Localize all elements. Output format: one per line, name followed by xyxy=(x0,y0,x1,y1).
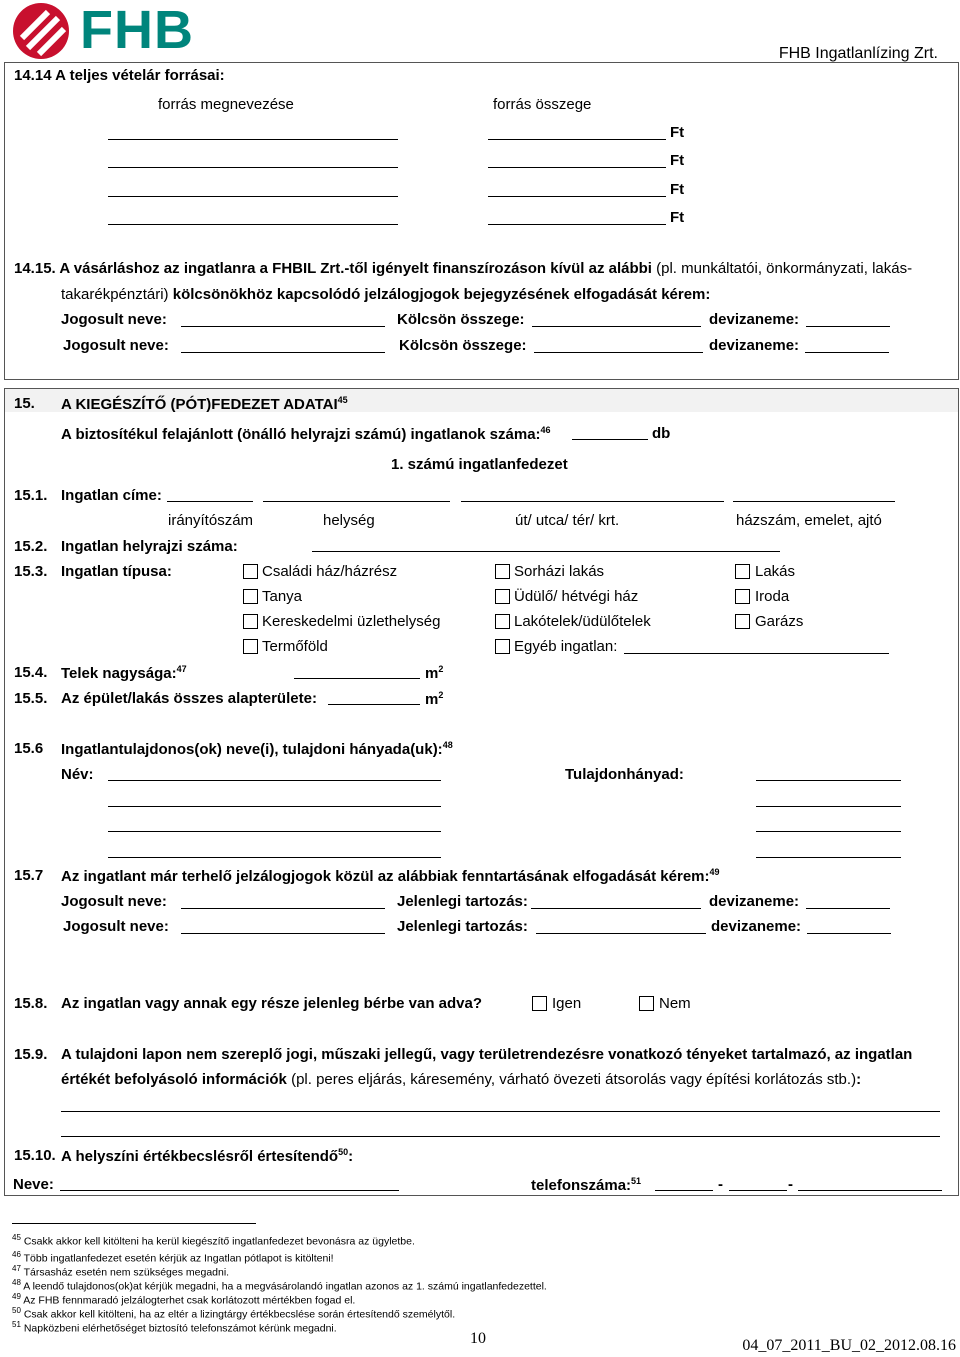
city-line[interactable] xyxy=(263,501,450,502)
owner-name-line[interactable] xyxy=(108,780,441,781)
source-amount-line[interactable] xyxy=(488,167,666,168)
deviza-label: devizaneme: xyxy=(711,918,802,935)
s151-num: 15.1. xyxy=(14,487,48,504)
zip-line[interactable] xyxy=(167,501,253,502)
s154-unit-sup: 2 xyxy=(438,664,444,674)
logo-text: FHB xyxy=(80,0,194,60)
s156-label-text: Ingatlantulajdonos(ok) neve(i), tulajdoni hányada(uk): xyxy=(61,741,443,758)
footnote-num: 51 xyxy=(12,1320,21,1329)
checkbox-udulo[interactable] xyxy=(495,589,510,604)
jogosult-label: Jogosult neve: xyxy=(63,337,169,354)
footnote-text: Több ingatlanfedezet esetén kérjük az Ingatlan pótlapot is kitölteni! xyxy=(23,1252,334,1265)
house-line[interactable] xyxy=(733,501,895,502)
s154-label xyxy=(61,664,187,682)
s1510-label-text: A helyszíni értékbecslésről értesítendő xyxy=(61,1148,339,1165)
jogosult-line[interactable] xyxy=(181,326,385,327)
sub-city: helység xyxy=(323,512,375,529)
doc-code: 04_07_2011_BU_02_2012.08.16 xyxy=(742,1337,956,1354)
s155-unit xyxy=(425,690,443,708)
footnote-50 xyxy=(12,1306,455,1321)
s15-count-label xyxy=(61,425,551,443)
opt-sorhazi-lakas: Sorházi lakás xyxy=(514,563,605,580)
owner-share-line[interactable] xyxy=(756,831,901,832)
s15-count-text: A biztosítékul felajánlott (önálló helyrajzi számú) ingatlanok száma: xyxy=(61,426,541,443)
source-name-line[interactable] xyxy=(108,139,398,140)
source-amount-line[interactable] xyxy=(488,196,666,197)
fhb-logo xyxy=(12,2,202,60)
footnote-51 xyxy=(12,1320,337,1335)
jogosult-line[interactable] xyxy=(181,352,385,353)
kolcson-label: Kölcsön összege: xyxy=(399,337,527,354)
count-line[interactable] xyxy=(572,439,648,440)
s154-unit-m: m xyxy=(425,665,439,682)
s156-label xyxy=(61,740,453,758)
s157-label-text: Az ingatlant már terhelő jelzálogjogok közül az alábbiak fenntartásának elfogadását kérem: xyxy=(61,868,710,885)
source-name-line[interactable] xyxy=(108,224,398,225)
owner-name-line[interactable] xyxy=(108,831,441,832)
info-line[interactable] xyxy=(61,1111,940,1112)
footnote-separator xyxy=(12,1223,256,1224)
opt-termofold: Termőföld xyxy=(262,638,328,655)
s155-label: Az épület/lakás összes alapterülete: xyxy=(61,690,317,707)
s1415-line1-normal: (pl. munkáltatói, önkormányzati, lakás- xyxy=(656,260,913,277)
s158-num: 15.8. xyxy=(14,995,48,1012)
footnote-text: A leendő tulajdonos(ok)at kérjük megadni, ha a megvásárolandó ingatlan azonos az 1. számú ingatlanfedezettel. xyxy=(23,1280,547,1293)
first-collateral: 1. számú ingatlanfedezet xyxy=(391,456,568,473)
fn-ref-47: 47 xyxy=(176,664,187,674)
s153-num: 15.3. xyxy=(14,563,48,580)
info-line[interactable] xyxy=(61,1136,940,1137)
checkbox-kereskedelmi[interactable] xyxy=(243,614,258,629)
unit-ft: Ft xyxy=(670,152,685,169)
footnote-text: Társasház esetén nem szükséges megadni. xyxy=(23,1266,230,1279)
owner-name-line[interactable] xyxy=(108,806,441,807)
s15-title-text: A KIEGÉSZÍTŐ (PÓT)FEDEZET ADATAI xyxy=(61,396,338,413)
s1415-line1 xyxy=(14,260,912,277)
s1510-num: 15.10. xyxy=(14,1147,56,1164)
hanyad-label: Tulajdonhányad: xyxy=(565,766,684,783)
s1414-col1: forrás megnevezése xyxy=(158,96,294,113)
s1415-line2-bold: kölcsönökhöz kapcsolódó jelzálogjogok bejegyzésének elfogadását kérem: xyxy=(172,286,711,303)
footnote-num: 50 xyxy=(12,1306,21,1315)
s158-label: Az ingatlan vagy annak egy része jelenleg bérbe van adva? xyxy=(61,995,482,1012)
deviza-line[interactable] xyxy=(806,326,890,327)
neve-label: Neve: xyxy=(13,1176,54,1193)
owner-share-line[interactable] xyxy=(756,780,901,781)
deviza-label: devizaneme: xyxy=(709,337,800,354)
tel-end-line[interactable] xyxy=(798,1190,942,1191)
deviza-line[interactable] xyxy=(805,352,889,353)
opt-lakas: Lakás xyxy=(755,563,796,580)
checkbox-egyeb[interactable] xyxy=(495,639,510,654)
checkbox-tanya[interactable] xyxy=(243,589,258,604)
s152-label: Ingatlan helyrajzi száma: xyxy=(61,538,238,555)
jogosult-line[interactable] xyxy=(181,933,385,934)
count-unit: db xyxy=(652,425,671,442)
source-amount-line[interactable] xyxy=(488,224,666,225)
s159-line1: A tulajdoni lapon nem szereplő jogi, műszaki jellegű, vagy területrendezésre vonatkozó tényeket tartalmazó, az ingatlan xyxy=(61,1046,913,1063)
checkbox-sorhazi-lakas[interactable] xyxy=(495,564,510,579)
s151-label: Ingatlan címe: xyxy=(61,487,162,504)
tel-mid-line[interactable] xyxy=(729,1190,787,1191)
kolcson-label: Kölcsön összege: xyxy=(397,311,525,328)
footnote-text: Napközbeni elérhetőséget biztosító telefonszámot kérünk megadni. xyxy=(23,1322,337,1335)
owner-name-line[interactable] xyxy=(108,857,441,858)
s154-num: 15.4. xyxy=(14,664,48,681)
footnote-46 xyxy=(12,1250,334,1265)
s156-num: 15.6 xyxy=(14,740,44,757)
checkbox-termofold[interactable] xyxy=(243,639,258,654)
sub-house: házszám, emelet, ajtó xyxy=(736,512,882,529)
footnote-48 xyxy=(12,1278,547,1293)
s157-label xyxy=(61,867,720,885)
s1510-colon: : xyxy=(348,1148,354,1165)
company-name: FHB Ingatlanlízing Zrt. xyxy=(778,45,938,62)
footnote-num: 47 xyxy=(12,1264,21,1273)
jogosult-label: Jogosult neve: xyxy=(63,918,169,935)
owner-share-line[interactable] xyxy=(756,857,901,858)
telek-line[interactable] xyxy=(294,678,420,679)
footnote-49 xyxy=(12,1292,355,1307)
checkbox-iroda[interactable] xyxy=(735,589,750,604)
source-amount-line[interactable] xyxy=(488,139,666,140)
deviza-label: devizaneme: xyxy=(709,311,800,328)
tartozas-line[interactable] xyxy=(536,933,706,934)
footnote-45 xyxy=(12,1233,415,1248)
source-name-line[interactable] xyxy=(108,196,398,197)
s159-num: 15.9. xyxy=(14,1046,48,1063)
footnote-text: Az FHB fennmaradó jelzálogterhet csak korlátozott mértékben fogad el. xyxy=(23,1294,356,1307)
s155-num: 15.5. xyxy=(14,690,48,707)
tartozas-label: Jelenlegi tartozás: xyxy=(397,893,528,910)
checkbox-lakotelek[interactable] xyxy=(495,614,510,629)
s1415-line2 xyxy=(61,286,710,303)
opt-kereskedelmi: Kereskedelmi üzlethelység xyxy=(262,613,441,630)
s159-line2 xyxy=(61,1071,861,1088)
s1415-line2-normal: takarékpénztári) xyxy=(61,286,169,303)
footnote-num: 45 xyxy=(12,1233,21,1242)
s159-line2-normal: (pl. peres eljárás, káresemény, várható övezeti átsorolás vagy építési korlátozás stb.) xyxy=(291,1071,857,1088)
kolcson-line[interactable] xyxy=(532,326,701,327)
unit-ft: Ft xyxy=(670,124,685,141)
footnote-num: 46 xyxy=(12,1250,21,1259)
footnote-47 xyxy=(12,1264,229,1279)
deviza-line[interactable] xyxy=(807,933,891,934)
s153-label: Ingatlan típusa: xyxy=(61,563,172,580)
checkbox-garazs[interactable] xyxy=(735,614,750,629)
hrsz-line[interactable] xyxy=(312,551,780,552)
opt-egyeb: Egyéb ingatlan: xyxy=(514,638,618,655)
owner-share-line[interactable] xyxy=(756,806,901,807)
s155-unit-sup: 2 xyxy=(438,690,444,700)
opt-nem: Nem xyxy=(659,995,691,1012)
tel-dash: - xyxy=(788,1176,793,1193)
s15-num: 15. xyxy=(14,395,35,412)
contact-name-line[interactable] xyxy=(60,1190,399,1191)
opt-tanya: Tanya xyxy=(262,588,303,605)
deviza-label: devizaneme: xyxy=(709,893,800,910)
section-14-box xyxy=(4,62,959,380)
unit-ft: Ft xyxy=(670,209,685,226)
unit-ft: Ft xyxy=(670,181,685,198)
footnote-num: 49 xyxy=(12,1292,21,1301)
footnote-num: 48 xyxy=(12,1278,21,1287)
s1414-title: 14.14 A teljes vételár forrásai: xyxy=(14,67,225,84)
s152-num: 15.2. xyxy=(14,538,48,555)
footnote-text: Csak akkor kell kitölteni, ha az eltér a lizingtárgy értékbecslése során értesítendő személytől. xyxy=(23,1308,456,1321)
s154-label-text: Telek nagysága: xyxy=(61,665,177,682)
s159-line2-colon: : xyxy=(856,1071,862,1088)
fn-ref-48: 48 xyxy=(442,740,453,750)
s159-line2-bold: értékét befolyásoló információk xyxy=(61,1071,287,1088)
tel-label xyxy=(531,1176,641,1194)
fn-ref-46: 46 xyxy=(540,425,551,435)
opt-garazs: Garázs xyxy=(755,613,804,630)
opt-lakotelek: Lakótelek/üdülőtelek xyxy=(514,613,651,630)
tel-label-text: telefonszáma: xyxy=(531,1177,632,1194)
s157-num: 15.7 xyxy=(14,867,44,884)
jogosult-label: Jogosult neve: xyxy=(61,893,167,910)
s1415-line1-bold: 14.15. A vásárláshoz az ingatlanra a FHBIL Zrt.-től igényelt finanszírozáson kívül az alábbi xyxy=(14,260,652,277)
jogosult-line[interactable] xyxy=(181,908,385,909)
kolcson-line[interactable] xyxy=(534,352,703,353)
s1414-col2: forrás összege xyxy=(493,96,592,113)
page-number: 10 xyxy=(470,1330,486,1347)
tartozas-label: Jelenlegi tartozás: xyxy=(397,918,528,935)
deviza-line[interactable] xyxy=(806,908,890,909)
sub-zip: irányítószám xyxy=(168,512,254,529)
tel-area-line[interactable] xyxy=(655,1190,713,1191)
sub-street: út/ utca/ tér/ krt. xyxy=(515,512,620,529)
s154-unit xyxy=(425,664,443,682)
opt-iroda: Iroda xyxy=(755,588,790,605)
s155-unit-m: m xyxy=(425,691,439,708)
alapterulet-line[interactable] xyxy=(328,704,420,705)
jogosult-label: Jogosult neve: xyxy=(61,311,167,328)
s1510-label xyxy=(61,1147,353,1165)
opt-csaladi-haz: Családi ház/házrész xyxy=(262,563,398,580)
checkbox-igen[interactable] xyxy=(532,996,547,1011)
checkbox-csaladi-haz[interactable] xyxy=(243,564,258,579)
tel-dash: - xyxy=(718,1176,723,1193)
nev-label: Név: xyxy=(61,766,94,783)
opt-udulo: Üdülő/ hétvégi ház xyxy=(514,588,639,605)
checkbox-lakas[interactable] xyxy=(735,564,750,579)
footnote-text: Csakk akkor kell kitölteni ha kerül kiegészítő ingatlanfedezet bevonásra az ügyletbe. xyxy=(23,1235,415,1248)
fn-ref-45: 45 xyxy=(337,395,348,405)
street-line[interactable] xyxy=(461,501,724,502)
fn-ref-49: 49 xyxy=(709,867,720,877)
fn-ref-50: 50 xyxy=(338,1147,349,1157)
fn-ref-51: 51 xyxy=(631,1176,642,1186)
source-name-line[interactable] xyxy=(108,167,398,168)
egyeb-line[interactable] xyxy=(624,653,889,654)
checkbox-nem[interactable] xyxy=(639,996,654,1011)
tartozas-line[interactable] xyxy=(531,908,701,909)
opt-igen: Igen xyxy=(552,995,582,1012)
s15-title xyxy=(61,395,348,413)
